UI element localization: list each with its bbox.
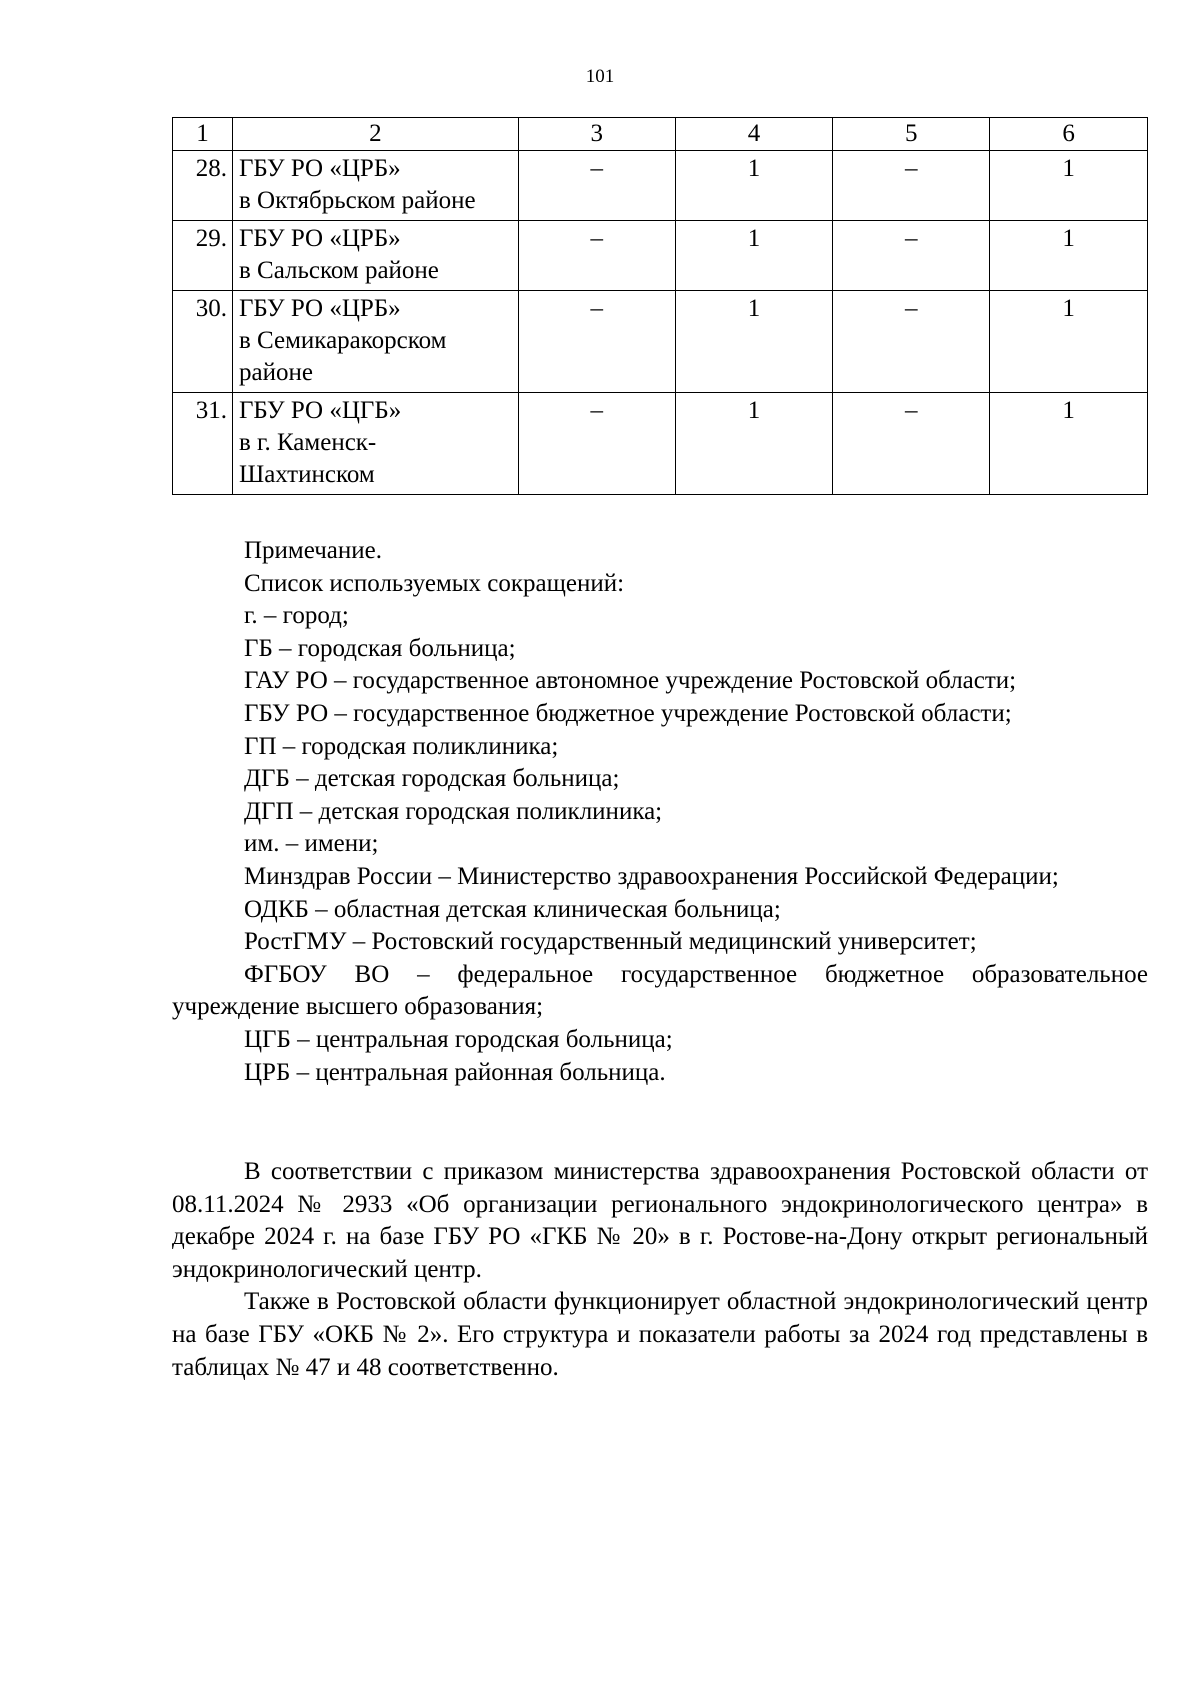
- abbreviation-item: ОДКБ – областная детская клиническая больница;: [244, 895, 781, 923]
- cell-col3: –: [518, 151, 675, 221]
- table-header-row: [173, 118, 1148, 151]
- cell-col3: –: [518, 291, 675, 393]
- abbreviations-note: [172, 535, 1148, 1089]
- header-cell: 6: [990, 118, 1148, 151]
- abbreviation-item: ГБУ РО – государственное бюджетное учреждение Ростовской области;: [244, 699, 1012, 727]
- body-text: [172, 1156, 1148, 1384]
- abbreviation-item: ДГП – детская городская поликлиника;: [244, 797, 663, 825]
- table-row: [173, 221, 1148, 291]
- abbreviation-item: Минздрав России – Министерство здравоохранения Российской Федерации;: [244, 862, 1059, 890]
- cell-col4: 1: [675, 151, 833, 221]
- page-number: 101: [585, 66, 615, 87]
- cell-col4: 1: [675, 393, 833, 495]
- cell-col4: 1: [675, 221, 833, 291]
- facility-name: ГБУ РО «ЦРБ» в Сальском районе: [232, 221, 518, 291]
- cell-col5: –: [833, 221, 990, 291]
- cell-col6: 1: [990, 221, 1148, 291]
- table-row: [173, 393, 1148, 495]
- abbreviation-item: г. – город;: [244, 602, 349, 630]
- row-number: 30.: [173, 291, 233, 393]
- cell-col6: 1: [990, 151, 1148, 221]
- abbreviation-item: им. – имени;: [244, 830, 379, 858]
- paragraph: Также в Ростовской области функционирует областной эндокринологический центр на базе ГБУ «ОКБ № 2». Его структура и показатели работы за 2024 год представлены в таблицах № 47 и 48 соответственно.: [172, 1288, 1148, 1381]
- facility-name: ГБУ РО «ЦГБ» в г. Каменск- Шахтинском: [232, 393, 518, 495]
- facility-name: ГБУ РО «ЦРБ» в Октябрьском районе: [232, 151, 518, 221]
- row-number: 29.: [173, 221, 233, 291]
- header-cell: 5: [833, 118, 990, 151]
- cell-col3: –: [518, 393, 675, 495]
- facility-name: ГБУ РО «ЦРБ» в Семикаракорском районе: [232, 291, 518, 393]
- abbreviation-item: ГАУ РО – государственное автономное учреждение Ростовской области;: [244, 667, 1017, 695]
- header-cell: 1: [173, 118, 233, 151]
- abbreviation-item: РостГМУ – Ростовский государственный медицинский университет;: [244, 928, 977, 956]
- cell-col5: –: [833, 291, 990, 393]
- abbreviation-item: ГП – городская поликлиника;: [244, 732, 559, 760]
- abbreviation-item: ФГБОУ ВО – федеральное государственное бюджетное образовательное учреждение высшего образования;: [172, 960, 1148, 1021]
- table-row: [173, 291, 1148, 393]
- cell-col4: 1: [675, 291, 833, 393]
- abbreviation-item: ГБ – городская больница;: [244, 634, 516, 662]
- header-cell: 4: [675, 118, 833, 151]
- cell-col6: 1: [990, 393, 1148, 495]
- cell-col5: –: [833, 151, 990, 221]
- facilities-table: [172, 117, 1148, 495]
- header-cell: 2: [232, 118, 518, 151]
- row-number: 28.: [173, 151, 233, 221]
- cell-col6: 1: [990, 291, 1148, 393]
- table-row: [173, 151, 1148, 221]
- cell-col5: –: [833, 393, 990, 495]
- paragraph: В соответствии с приказом министерства здравоохранения Ростовской области от 08.11.2024 № 2933 «Об организации регионального эндокринологического центра» в декабре 2024 г. на базе ГБУ РО «ГКБ № 20» в г. Ростове-на-Дону открыт региональный эндокринологический центр.: [172, 1158, 1148, 1283]
- abbreviation-item: ДГБ – детская городская больница;: [244, 765, 620, 793]
- header-cell: 3: [518, 118, 675, 151]
- note-intro: Список используемых сокращений:: [244, 569, 625, 597]
- abbreviation-item: ЦРБ – центральная районная больница.: [244, 1058, 666, 1086]
- abbreviation-item: ЦГБ – центральная городская больница;: [244, 1025, 673, 1053]
- note-title: Примечание.: [244, 537, 383, 564]
- cell-col3: –: [518, 221, 675, 291]
- row-number: 31.: [173, 393, 233, 495]
